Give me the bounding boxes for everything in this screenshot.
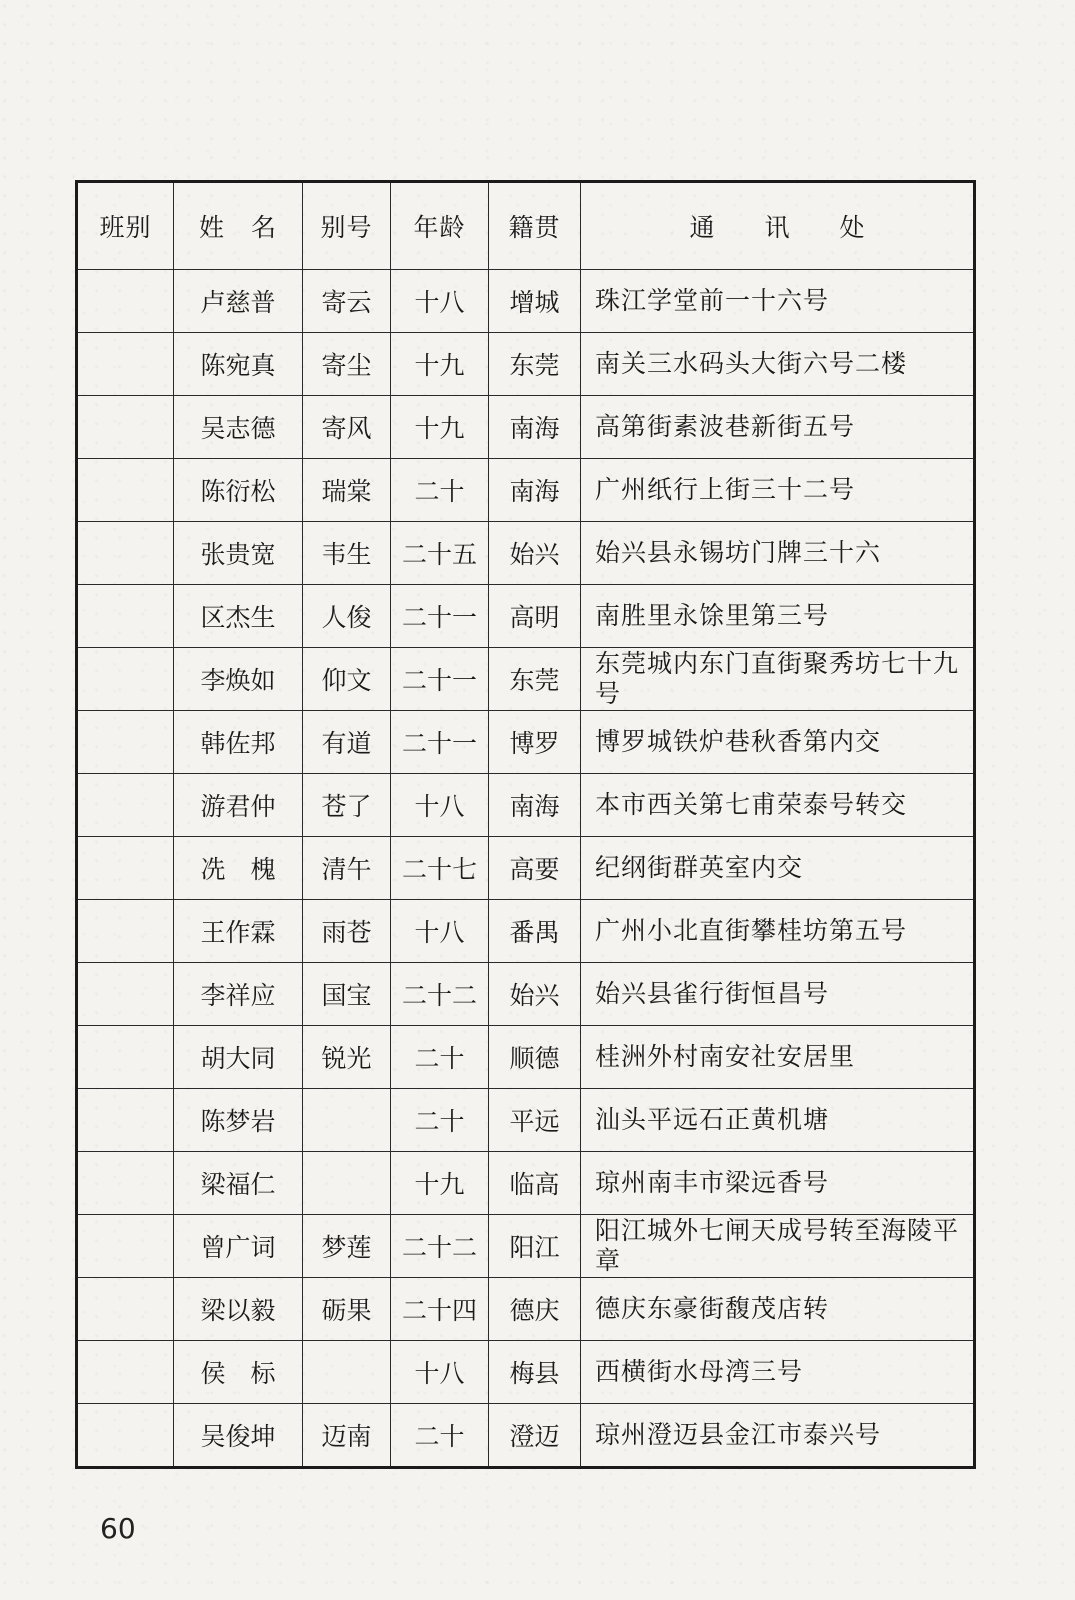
table-row — [77, 1278, 975, 1341]
cell-address: 始兴县雀行街恒昌号 — [581, 963, 975, 1026]
cell-age: 二十二 — [391, 1215, 489, 1278]
cell-origin: 顺德 — [489, 1026, 581, 1089]
cell-origin: 高要 — [489, 837, 581, 900]
cell-class — [77, 522, 174, 585]
cell-alias: 韦生 — [303, 522, 391, 585]
cell-alias: 人俊 — [303, 585, 391, 648]
table-row — [77, 1404, 975, 1468]
cell-alias: 寄云 — [303, 270, 391, 333]
table-row — [77, 711, 975, 774]
cell-age: 十九 — [391, 333, 489, 396]
cell-name: 曾广词 — [174, 1215, 303, 1278]
table-row — [77, 837, 975, 900]
cell-origin: 阳江 — [489, 1215, 581, 1278]
cell-address: 东莞城内东门直街聚秀坊七十九号 — [581, 648, 975, 711]
cell-name: 侯 标 — [174, 1341, 303, 1404]
cell-alias: 仰文 — [303, 648, 391, 711]
cell-address: 高第街素波巷新街五号 — [581, 396, 975, 459]
cell-name: 陈梦岩 — [174, 1089, 303, 1152]
cell-name: 张贵宽 — [174, 522, 303, 585]
table-row — [77, 396, 975, 459]
cell-age: 二十一 — [391, 648, 489, 711]
cell-address: 桂洲外村南安社安居里 — [581, 1026, 975, 1089]
cell-origin: 东莞 — [489, 333, 581, 396]
table-row — [77, 585, 975, 648]
cell-address: 西横街水母湾三号 — [581, 1341, 975, 1404]
cell-age: 十八 — [391, 774, 489, 837]
cell-alias: 梦莲 — [303, 1215, 391, 1278]
cell-alias: 锐光 — [303, 1026, 391, 1089]
cell-name: 王作霖 — [174, 900, 303, 963]
cell-name: 冼 槐 — [174, 837, 303, 900]
table-row — [77, 1215, 975, 1278]
cell-class — [77, 333, 174, 396]
cell-age: 二十四 — [391, 1278, 489, 1341]
cell-class — [77, 1089, 174, 1152]
table-row — [77, 270, 975, 333]
cell-alias — [303, 1089, 391, 1152]
cell-address: 广州纸行上街三十二号 — [581, 459, 975, 522]
cell-origin: 始兴 — [489, 963, 581, 1026]
cell-name: 吴俊坤 — [174, 1404, 303, 1468]
table-row — [77, 333, 975, 396]
cell-address: 阳江城外七闸天成号转至海陵平章 — [581, 1215, 975, 1278]
cell-name: 游君仲 — [174, 774, 303, 837]
cell-alias: 雨苍 — [303, 900, 391, 963]
cell-class — [77, 1341, 174, 1404]
cell-name: 李祥应 — [174, 963, 303, 1026]
cell-name: 陈宛真 — [174, 333, 303, 396]
cell-name: 李焕如 — [174, 648, 303, 711]
header-alias: 别号 — [303, 182, 391, 270]
cell-address: 广州小北直街攀桂坊第五号 — [581, 900, 975, 963]
cell-origin: 博罗 — [489, 711, 581, 774]
cell-alias: 有道 — [303, 711, 391, 774]
cell-name: 卢慈普 — [174, 270, 303, 333]
cell-alias: 寄尘 — [303, 333, 391, 396]
cell-age: 十八 — [391, 1341, 489, 1404]
cell-address: 纪纲街群英室内交 — [581, 837, 975, 900]
cell-address: 汕头平远石正黄机塘 — [581, 1089, 975, 1152]
cell-class — [77, 648, 174, 711]
cell-age: 二十二 — [391, 963, 489, 1026]
cell-class — [77, 1026, 174, 1089]
header-class: 班别 — [77, 182, 174, 270]
header-address: 通 讯 处 — [581, 182, 975, 270]
table-row — [77, 1089, 975, 1152]
cell-alias — [303, 1152, 391, 1215]
cell-alias: 苍了 — [303, 774, 391, 837]
cell-class — [77, 1278, 174, 1341]
cell-address: 始兴县永锡坊门牌三十六 — [581, 522, 975, 585]
cell-origin: 澄迈 — [489, 1404, 581, 1468]
cell-address: 珠江学堂前一十六号 — [581, 270, 975, 333]
cell-address: 德庆东豪街馥茂店转 — [581, 1278, 975, 1341]
cell-age: 十九 — [391, 1152, 489, 1215]
cell-name: 陈衍松 — [174, 459, 303, 522]
cell-class — [77, 270, 174, 333]
cell-class — [77, 1152, 174, 1215]
cell-class — [77, 837, 174, 900]
cell-age: 十八 — [391, 270, 489, 333]
table-row — [77, 1341, 975, 1404]
cell-origin: 增城 — [489, 270, 581, 333]
header-origin: 籍贯 — [489, 182, 581, 270]
table-row — [77, 522, 975, 585]
cell-address: 琼州南丰市梁远香号 — [581, 1152, 975, 1215]
table-row — [77, 459, 975, 522]
cell-origin: 南海 — [489, 774, 581, 837]
cell-class — [77, 963, 174, 1026]
cell-origin: 平远 — [489, 1089, 581, 1152]
table-row — [77, 900, 975, 963]
table-row — [77, 1152, 975, 1215]
cell-origin: 番禺 — [489, 900, 581, 963]
cell-name: 梁福仁 — [174, 1152, 303, 1215]
cell-origin: 高明 — [489, 585, 581, 648]
cell-address: 南胜里永馀里第三号 — [581, 585, 975, 648]
cell-origin: 临高 — [489, 1152, 581, 1215]
cell-class — [77, 900, 174, 963]
cell-origin: 南海 — [489, 459, 581, 522]
cell-alias: 清午 — [303, 837, 391, 900]
cell-class — [77, 396, 174, 459]
cell-name: 吴志德 — [174, 396, 303, 459]
cell-class — [77, 774, 174, 837]
cell-age: 二十 — [391, 1089, 489, 1152]
cell-alias — [303, 1341, 391, 1404]
cell-address: 南关三水码头大街六号二楼 — [581, 333, 975, 396]
cell-class — [77, 459, 174, 522]
cell-age: 二十 — [391, 459, 489, 522]
table-row — [77, 774, 975, 837]
cell-alias: 寄风 — [303, 396, 391, 459]
table-row — [77, 963, 975, 1026]
cell-age: 二十一 — [391, 711, 489, 774]
cell-name: 韩佐邦 — [174, 711, 303, 774]
cell-age: 十九 — [391, 396, 489, 459]
cell-class — [77, 585, 174, 648]
student-roster-table — [75, 180, 976, 1469]
cell-alias: 国宝 — [303, 963, 391, 1026]
cell-origin: 东莞 — [489, 648, 581, 711]
cell-class — [77, 1215, 174, 1278]
header-age: 年龄 — [391, 182, 489, 270]
cell-class — [77, 1404, 174, 1468]
cell-origin: 梅县 — [489, 1341, 581, 1404]
cell-alias: 瑞棠 — [303, 459, 391, 522]
cell-alias: 迈南 — [303, 1404, 391, 1468]
cell-name: 胡大同 — [174, 1026, 303, 1089]
table-row — [77, 1026, 975, 1089]
table-body — [77, 270, 975, 1468]
cell-name: 区杰生 — [174, 585, 303, 648]
cell-age: 二十一 — [391, 585, 489, 648]
cell-origin: 南海 — [489, 396, 581, 459]
cell-address: 本市西关第七甫荣泰号转交 — [581, 774, 975, 837]
cell-age: 二十 — [391, 1404, 489, 1468]
table-header-row — [77, 182, 975, 270]
cell-name: 梁以毅 — [174, 1278, 303, 1341]
cell-age: 十八 — [391, 900, 489, 963]
cell-alias: 砺果 — [303, 1278, 391, 1341]
cell-address: 琼州澄迈县金江市泰兴号 — [581, 1404, 975, 1468]
cell-address: 博罗城铁炉巷秋香第内交 — [581, 711, 975, 774]
cell-class — [77, 711, 174, 774]
cell-age: 二十五 — [391, 522, 489, 585]
cell-age: 二十七 — [391, 837, 489, 900]
cell-origin: 始兴 — [489, 522, 581, 585]
cell-origin: 德庆 — [489, 1278, 581, 1341]
cell-age: 二十 — [391, 1026, 489, 1089]
page-number: 60 — [100, 1512, 136, 1545]
header-name: 姓 名 — [174, 182, 303, 270]
table-row — [77, 648, 975, 711]
